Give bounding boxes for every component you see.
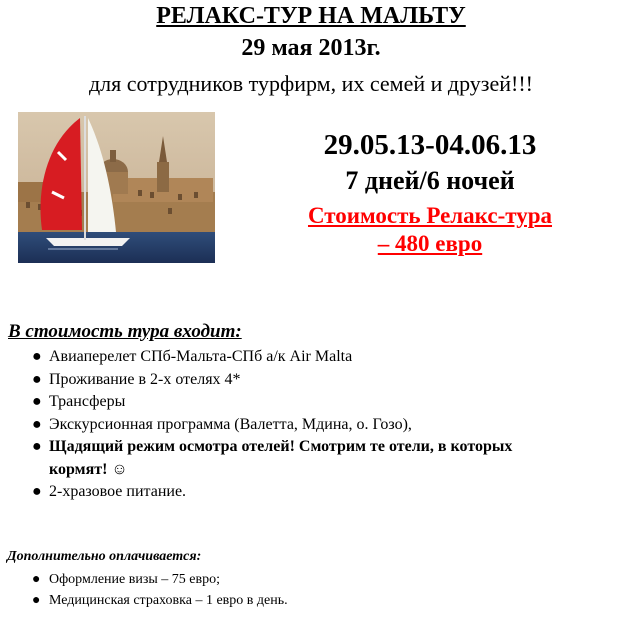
audience-subtitle: для сотрудников турфирм, их семей и друзей!!! — [88, 71, 534, 96]
list-item: ● 2-хразовое питание. — [0, 481, 610, 504]
bullet-icon: ● — [32, 393, 42, 410]
list-item: ● Экскурсионная программа (Валетта, Мдина, о. Гозо), — [0, 414, 610, 437]
list-item: ● Оформление визы – 75 евро; — [0, 569, 610, 590]
tour-duration: 7 дней/6 ночей — [345, 166, 515, 195]
extra-heading: Дополнительно оплачивается: — [7, 549, 202, 564]
extra-list — [0, 569, 610, 611]
list-item: ● Проживание в 2-х отелях 4* — [0, 369, 610, 392]
bullet-icon: ● — [32, 348, 42, 365]
price-value: – 480 евро — [377, 231, 483, 256]
bullet-icon: ● — [32, 370, 42, 388]
tour-dates: 29.05.13-04.06.13 — [323, 129, 537, 161]
list-item-bold: ● Щадящий режим осмотра отелей! Смотрим те отели, в которых кормят! ☺ — [32, 438, 513, 478]
list-item: ● Медицинская страховка – 1 евро в день. — [0, 590, 610, 611]
bullet-icon: ● — [32, 415, 42, 433]
bullet-icon: ● — [32, 593, 41, 608]
price-label: Стоимость Релакс-тура — [307, 203, 553, 228]
list-item: ● Авиаперелет СПб-Мальта-СПб а/к Air Malta — [0, 346, 610, 369]
bullet-icon: ● — [32, 483, 42, 500]
bullet-icon: ● — [32, 572, 41, 587]
included-heading: В стоимость тура входит: — [8, 321, 242, 342]
smiley-icon: ☺ — [111, 460, 128, 478]
tour-date-heading: 29 мая 2013г. — [241, 35, 381, 61]
list-item: ● Трансферы — [0, 391, 610, 414]
page-title: РЕЛАКС-ТУР НА МАЛЬТУ — [156, 3, 466, 29]
sailboat-valletta-photo — [18, 112, 215, 263]
included-list — [0, 346, 610, 504]
bullet-icon: ● — [32, 438, 42, 455]
